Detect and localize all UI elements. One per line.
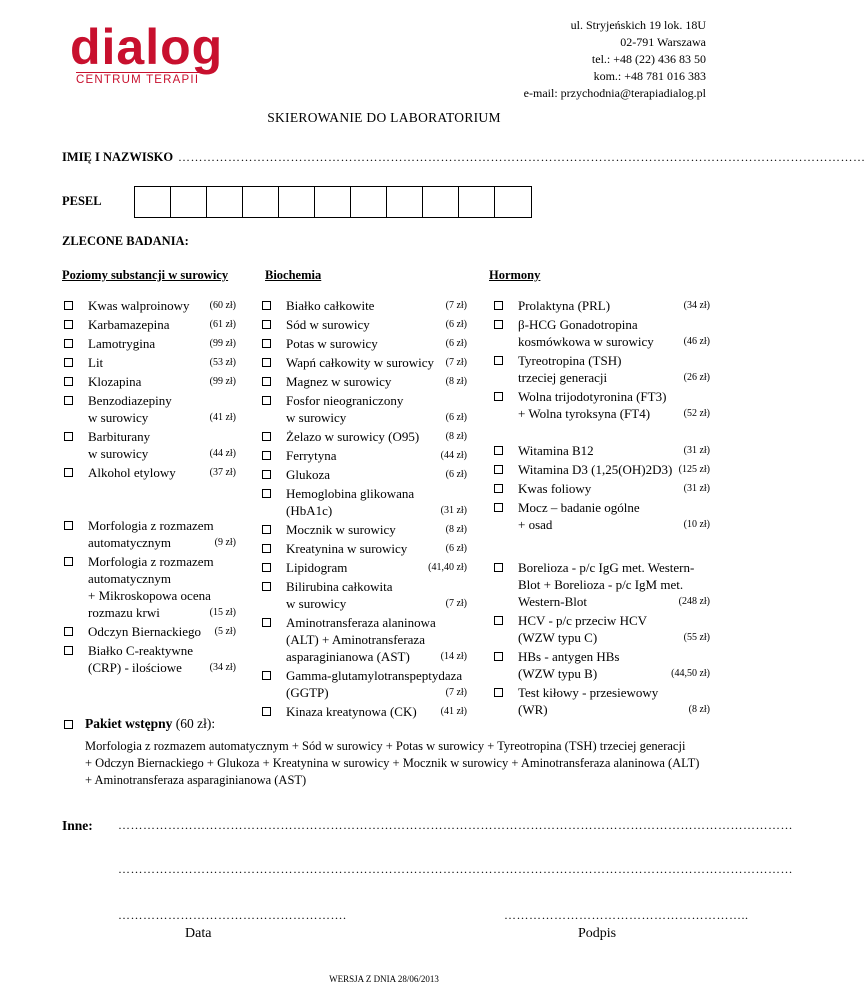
date-label: Data	[185, 926, 212, 941]
test-name: Gamma-glutamylotranspeptydaza	[286, 668, 463, 683]
test-price: (6 zł)	[445, 543, 467, 554]
test-checkbox[interactable]	[64, 627, 73, 636]
test-price: (14 zł)	[440, 651, 467, 662]
test-price: (6 zł)	[445, 319, 467, 330]
test-name: Wapń całkowity w surowicy	[286, 355, 435, 370]
test-name: w surowicy	[286, 596, 347, 611]
test-price: (99 zł)	[209, 338, 236, 349]
test-name: Magnez w surowicy	[286, 374, 392, 389]
test-name: Morfologia z rozmazem	[88, 554, 214, 569]
column-header-biochemistry: Biochemia	[265, 268, 322, 282]
test-checkbox[interactable]	[64, 339, 73, 348]
test-checkbox[interactable]	[262, 563, 271, 572]
test-checkbox[interactable]	[64, 557, 73, 566]
test-checkbox[interactable]	[64, 396, 73, 405]
test-checkbox[interactable]	[262, 339, 271, 348]
test-checkbox[interactable]	[64, 646, 73, 655]
pesel-digit-cell[interactable]	[459, 187, 495, 217]
test-checkbox[interactable]	[494, 688, 503, 697]
test-name: Mocznik w surowicy	[286, 522, 396, 537]
package-checkbox[interactable]	[64, 720, 73, 729]
logo	[70, 19, 224, 87]
test-name: HBs - antygen HBs	[518, 649, 620, 664]
name-label: IMIĘ I NAZWISKO	[62, 150, 174, 164]
test-price: (15 zł)	[209, 607, 236, 618]
pesel-digit-cell[interactable]	[423, 187, 459, 217]
pesel-digit-cell[interactable]	[207, 187, 243, 217]
test-checkbox[interactable]	[262, 618, 271, 627]
test-price: (44 zł)	[440, 450, 467, 461]
test-price: (52 zł)	[683, 408, 710, 419]
test-name: Witamina D3 (1,25(OH)2D3)	[518, 462, 673, 477]
test-name: Lamotrygina	[88, 336, 156, 351]
test-name: Borelioza - p/c IgG met. Western-	[518, 560, 695, 575]
signature-field[interactable]: …………………………………………………..	[504, 908, 749, 922]
package-line: + Aminotransferaza asparaginianowa (AST)	[85, 773, 307, 787]
package-line: Morfologia z rozmazem automatycznym + Sód w surowicy + Potas w surowicy + Tyreotropina (TSH) trzeciej generacji	[85, 739, 686, 753]
other-label: Inne:	[62, 818, 93, 833]
test-name: Fosfor nieograniczony	[286, 393, 404, 408]
test-price: (6 zł)	[445, 338, 467, 349]
clinic-address	[524, 17, 706, 102]
logo-subtitle: CENTRUM TERAPII	[76, 74, 200, 86]
test-price: (5 zł)	[214, 626, 236, 637]
test-price: (248 zł)	[678, 596, 710, 607]
test-price: (55 zł)	[683, 632, 710, 643]
test-name: (HbA1c)	[286, 503, 333, 518]
test-checkbox[interactable]	[64, 432, 73, 441]
test-name: automatycznym	[88, 535, 172, 550]
test-price: (41 zł)	[440, 706, 467, 717]
test-price: (6 zł)	[445, 412, 467, 423]
column-header-hormones: Hormony	[489, 268, 541, 282]
package-title: Pakiet wstępny	[85, 716, 173, 731]
pesel-digit-cell[interactable]	[315, 187, 351, 217]
test-name: Benzodiazepiny	[88, 393, 172, 408]
test-checkbox[interactable]	[494, 503, 503, 512]
test-checkbox[interactable]	[64, 320, 73, 329]
test-name: Żelazo w surowicy (O95)	[286, 429, 420, 444]
test-price: (9 zł)	[214, 537, 236, 548]
pesel-digit-cell[interactable]	[243, 187, 279, 217]
test-checkbox[interactable]	[262, 544, 271, 553]
test-name: (CRP) - ilościowe	[88, 660, 182, 675]
test-price: (125 zł)	[678, 464, 710, 475]
test-name: Kinaza kreatynowa (CK)	[286, 704, 417, 719]
test-checkbox[interactable]	[64, 521, 73, 530]
test-price: (41 zł)	[209, 412, 236, 423]
test-price: (8 zł)	[445, 431, 467, 442]
test-checkbox[interactable]	[494, 652, 503, 661]
test-name: Alkohol etylowy	[88, 465, 176, 480]
test-price: (7 zł)	[445, 300, 467, 311]
test-checkbox[interactable]	[262, 470, 271, 479]
test-name: Glukoza	[286, 467, 331, 482]
test-name: β-HCG Gonadotropina	[518, 317, 638, 332]
test-checkbox[interactable]	[494, 446, 503, 455]
address-line: kom.: +48 781 016 383	[593, 69, 706, 83]
test-price: (7 zł)	[445, 687, 467, 698]
test-name: Kwas foliowy	[518, 481, 592, 496]
test-price: (7 zł)	[445, 598, 467, 609]
pesel-digit-cell[interactable]	[387, 187, 423, 217]
test-name: Mocz – badanie ogólne	[518, 500, 640, 515]
test-name: Lit	[88, 355, 104, 370]
test-price: (60 zł)	[209, 300, 236, 311]
test-name: w surowicy	[88, 410, 149, 425]
form-title: SKIEROWANIE DO LABORATORIUM	[267, 110, 501, 125]
address-line: tel.: +48 (22) 436 83 50	[591, 52, 706, 66]
test-name: + Wolna tyroksyna (FT4)	[518, 406, 651, 421]
date-field[interactable]: ……………………………………………….	[118, 908, 347, 922]
test-name: Prolaktyna (PRL)	[518, 298, 611, 313]
address-line: 02-791 Warszawa	[620, 35, 706, 49]
test-price: (31 zł)	[683, 445, 710, 456]
test-name: HCV - p/c przeciw HCV	[518, 613, 648, 628]
test-checkbox[interactable]	[262, 396, 271, 405]
test-name: w surowicy	[88, 446, 149, 461]
test-price: (26 zł)	[683, 372, 710, 383]
test-price: (8 zł)	[445, 376, 467, 387]
test-name: trzeciej generacji	[518, 370, 608, 385]
orders-label: ZLECONE BADANIA:	[62, 234, 189, 248]
pesel-input[interactable]	[134, 186, 532, 218]
test-name: Barbiturany	[88, 429, 151, 444]
test-price: (31 zł)	[683, 483, 710, 494]
test-checkbox[interactable]	[494, 301, 503, 310]
test-checkbox[interactable]	[262, 525, 271, 534]
test-name: Morfologia z rozmazem	[88, 518, 214, 533]
test-name: Tyreotropina (TSH)	[518, 353, 622, 368]
test-checkbox[interactable]	[494, 563, 503, 572]
test-name: (WZW typu C)	[518, 630, 598, 645]
test-name: (WZW typu B)	[518, 666, 598, 681]
test-checkbox[interactable]	[64, 468, 73, 477]
pesel-digit-cell[interactable]	[135, 187, 171, 217]
test-checkbox[interactable]	[262, 671, 271, 680]
test-checkbox[interactable]	[64, 301, 73, 310]
test-name: Wolna trijodotyronina (FT3)	[518, 389, 667, 404]
other-field-line-1[interactable]: ………………………………………………………………………………………………………………………………………………	[118, 818, 793, 832]
test-name: + osad	[518, 517, 553, 532]
name-field[interactable]: …………………………………………………………………………………………………………………………………………………	[178, 150, 866, 164]
test-name: + Mikroskopowa ocena	[88, 588, 211, 603]
test-price: (34 zł)	[209, 662, 236, 673]
logo-wordmark: dialog	[70, 19, 224, 75]
package-description	[85, 738, 699, 789]
test-checkbox[interactable]	[494, 465, 503, 474]
test-name: rozmazu krwi	[88, 605, 160, 620]
test-name: Białko całkowite	[286, 298, 375, 313]
test-price: (31 zł)	[440, 505, 467, 516]
test-checkbox[interactable]	[262, 432, 271, 441]
test-checkbox[interactable]	[262, 582, 271, 591]
test-price: (8 zł)	[445, 524, 467, 535]
test-checkbox[interactable]	[64, 377, 73, 386]
signature-label: Podpis	[578, 926, 617, 941]
test-name: Kwas walproinowy	[88, 298, 190, 313]
test-name: Hemoglobina glikowana	[286, 486, 415, 501]
test-checkbox[interactable]	[494, 356, 503, 365]
test-checkbox[interactable]	[262, 320, 271, 329]
test-name: Klozapina	[88, 374, 142, 389]
test-name: Witamina B12	[518, 443, 594, 458]
test-price: (61 zł)	[209, 319, 236, 330]
test-checkbox[interactable]	[262, 707, 271, 716]
test-name: Karbamazepina	[88, 317, 170, 332]
test-name: Test kiłowy - przesiewowy	[518, 685, 659, 700]
package-line: + Odczyn Biernackiego + Glukoza + Kreatynina w surowicy + Mocznik w surowicy + Aminotransferaza alaninowa (ALT)	[85, 756, 700, 770]
pesel-digit-cell[interactable]	[351, 187, 387, 217]
test-price: (6 zł)	[445, 469, 467, 480]
test-name: Lipidogram	[286, 560, 348, 575]
test-checkbox[interactable]	[494, 616, 503, 625]
test-price: (7 zł)	[445, 357, 467, 368]
test-name: Western-Blot	[518, 594, 587, 609]
address-line: e-mail: przychodnia@terapiadialog.pl	[523, 86, 706, 100]
test-name: Kreatynina w surowicy	[286, 541, 408, 556]
test-price: (44 zł)	[209, 448, 236, 459]
test-name: (ALT) + Aminotransferaza	[286, 632, 425, 647]
other-field-line-2[interactable]: ………………………………………………………………………………………………………………………………………………	[118, 862, 793, 876]
test-checkbox[interactable]	[262, 301, 271, 310]
test-price: (53 zł)	[209, 357, 236, 368]
test-checkbox[interactable]	[262, 451, 271, 460]
test-name: Blot + Borelioza - p/c IgM met.	[518, 577, 684, 592]
pesel-digit-cell[interactable]	[171, 187, 207, 217]
address-line: ul. Stryjeńskich 19 lok. 18U	[570, 18, 706, 32]
test-name: Bilirubina całkowita	[286, 579, 393, 594]
test-name: automatycznym	[88, 571, 172, 586]
test-price: (37 zł)	[209, 467, 236, 478]
test-name: kosmówkowa w surowicy	[518, 334, 654, 349]
pesel-digit-cell[interactable]	[279, 187, 315, 217]
test-checkbox[interactable]	[262, 377, 271, 386]
test-name: Ferrytyna	[286, 448, 337, 463]
test-name: Aminotransferaza alaninowa	[286, 615, 436, 630]
test-checkbox[interactable]	[494, 484, 503, 493]
column-header-substances: Poziomy substancji w surowicy	[62, 268, 229, 282]
test-checkbox[interactable]	[494, 320, 503, 329]
test-price: (46 zł)	[683, 336, 710, 347]
test-checkbox[interactable]	[64, 358, 73, 367]
test-price: (41,40 zł)	[428, 562, 467, 573]
pesel-digit-cell[interactable]	[495, 187, 531, 217]
test-name: (GGTP)	[286, 685, 329, 700]
test-price: (34 zł)	[683, 300, 710, 311]
test-name: asparaginianowa (AST)	[286, 649, 410, 664]
test-price: (99 zł)	[209, 376, 236, 387]
test-price: (44,50 zł)	[671, 668, 710, 679]
test-name: Odczyn Biernackiego	[88, 624, 201, 639]
package-heading	[85, 716, 215, 732]
test-name: Potas w surowicy	[286, 336, 378, 351]
test-checkbox[interactable]	[494, 392, 503, 401]
test-price: (8 zł)	[688, 704, 710, 715]
test-checkbox[interactable]	[262, 489, 271, 498]
pesel-label: PESEL	[62, 194, 102, 208]
test-name: Sód w surowicy	[286, 317, 370, 332]
test-name: (WR)	[518, 702, 548, 717]
test-name: w surowicy	[286, 410, 347, 425]
package-price: (60 zł):	[175, 716, 216, 731]
test-name: Białko C-reaktywne	[88, 643, 194, 658]
test-checkbox[interactable]	[262, 358, 271, 367]
version-footer: WERSJA Z DNIA 28/06/2013	[329, 974, 439, 984]
test-price: (10 zł)	[683, 519, 710, 530]
